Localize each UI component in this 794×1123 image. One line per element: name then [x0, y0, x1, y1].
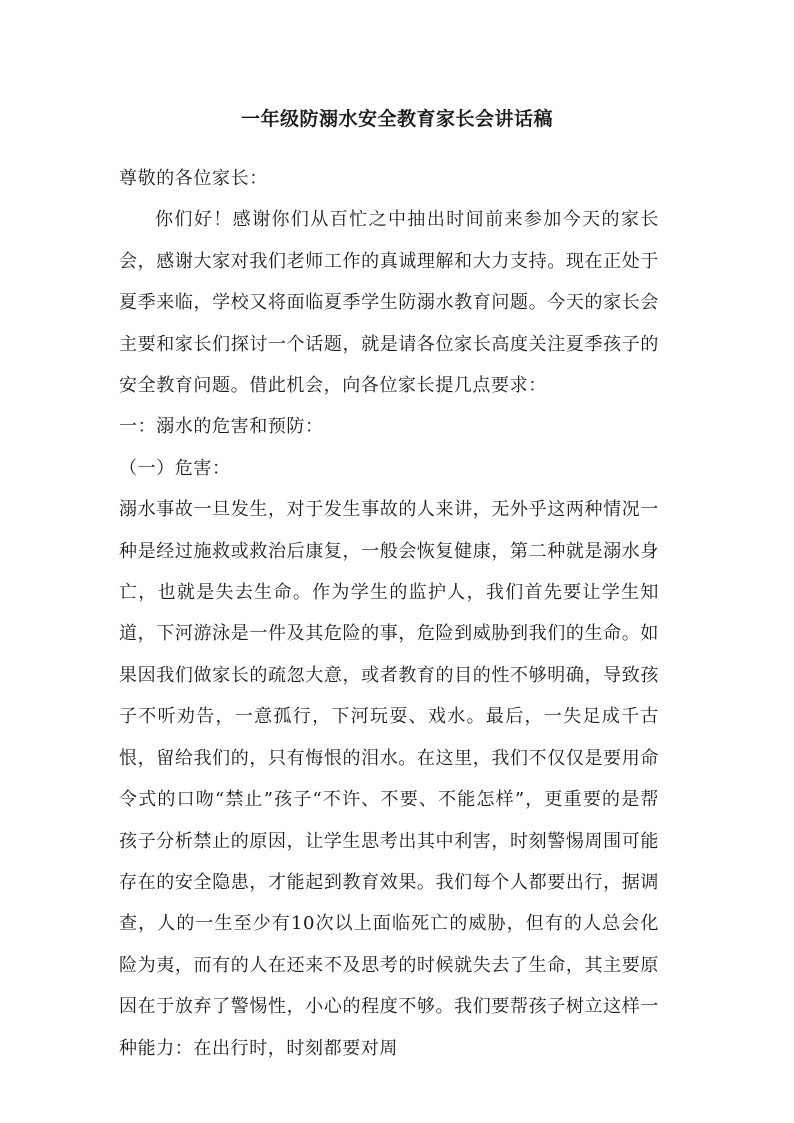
body-paragraph: 溺水事故一旦发生，对于发生事故的人来讲，无外乎这两种情况一种是经过施救或救治后康复，一般会恢复健康，第二种就是溺水身亡，也就是失去生命。作为学生的监护人，我们首先要让学生知道，下河游泳是一件及其危险的事，危险到威胁到我们的生命。如果因我们做家长的疏忽大意，或者教育的目的性不够明确，导致孩子不听劝告，一意孤行，下河玩耍、戏水。最后，一失足成千古恨，留给我们的，只有悔恨的泪水。在这里，我们不仅仅是要用命令式的口吻“禁止”孩子“不许、不要、不能怎样”，更重要的是帮孩子分析禁止的原因，让学生思考出其中利害，时刻警惕周围可能存在的安全隐患，才能起到教育效果。我们每个人都要出行，据调查，人的一生至少有10次以上面临死亡的威胁，但有的人总会化险为夷，而有的人在还来不及思考的时候就失去了生命，其主要原因在于放弃了警惕性，小心的程度不够。我们要帮孩子树立这样一种能力：在出行时，时刻都要对周 — [119, 499, 659, 1059]
document-title: 一年级防溺水安全教育家长会讲话稿 — [240, 108, 553, 130]
salutation: 尊敬的各位家长： — [119, 168, 268, 189]
document-body — [119, 158, 659, 1069]
section-heading: 一：溺水的危害和预防： — [119, 416, 324, 438]
subsection-heading: （一）危害： — [119, 457, 231, 479]
intro-paragraph: 你们好！感谢你们从百忙之中抽出时间前来参加今天的家长会，感谢大家对我们老师工作的真诚理解和大力支持。现在正处于夏季来临，学校又将面临夏季学生防溺水教育问题。今天的家长会主要和家长们探讨一个话题，就是请各位家长高度关注夏季孩子的安全教育问题。借此机会，向各位家长提几点要求： — [119, 209, 659, 397]
